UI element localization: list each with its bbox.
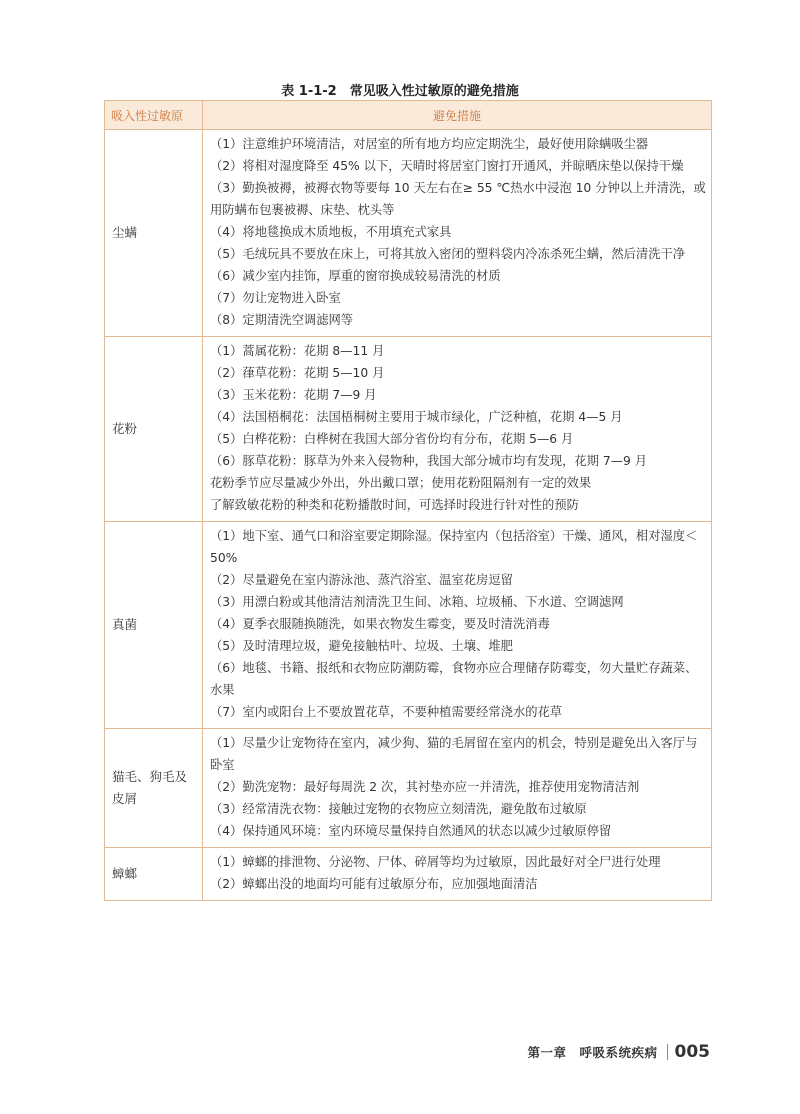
table-row (105, 848, 712, 901)
measure-item: （6）减少室内挂饰，厚重的窗帘换成较易清洗的材质 (210, 269, 501, 283)
measure-item: （3）玉米花粉：花期 7—9 月 (210, 388, 377, 402)
measure-item: （8）定期清洗空调滤网等 (210, 313, 354, 327)
table-row (105, 729, 712, 848)
allergen-cell: 蟑螂 (105, 848, 203, 901)
measure-item: （2）葎草花粉：花期 5—10 月 (210, 366, 385, 380)
measure-item: （3）用漂白粉或其他清洁剂清洗卫生间、冰箱、垃圾桶、下水道、空调滤网 (210, 595, 624, 609)
measure-item: （7）勿让宠物进入卧室 (210, 291, 341, 305)
table-header-row (105, 101, 712, 130)
table-caption: 表 1-1-2 常见吸入性过敏原的避免措施 (281, 84, 519, 99)
allergen-cell: 花粉 (105, 337, 203, 522)
measure-item: （4）夏季衣服随换随洗，如果衣物发生霉变，要及时清洗消毒 (210, 617, 550, 631)
measure-item: （4）法国梧桐花：法国梧桐树主要用于城市绿化，广泛种植，花期 4—5 月 (210, 410, 623, 424)
measure-item: （5）白桦花粉：白桦树在我国大部分省份均有分布，花期 5—6 月 (210, 432, 574, 446)
measure-item: 花粉季节应尽量减少外出，外出戴口罩；使用花粉阻隔剂有一定的效果 (210, 476, 592, 490)
measures-cell (203, 729, 712, 848)
measure-item: （4）将地毯换成木质地板，不用填充式家具 (210, 225, 452, 239)
measures-cell (203, 848, 712, 901)
allergen-cell: 真菌 (105, 522, 203, 729)
measure-item: （4）保持通风环境：室内环境尽量保持自然通风的状态以减少过敏原停留 (210, 824, 612, 838)
allergen-cell: 尘螨 (105, 130, 203, 337)
measure-item: （7）室内或阳台上不要放置花草，不要种植需要经常浇水的花草 (210, 705, 563, 719)
measure-item: 了解致敏花粉的种类和花粉播散时间，可选择时段进行针对性的预防 (210, 498, 579, 512)
measures-cell (203, 130, 712, 337)
allergen-cell: 猫毛、狗毛及皮屑 (105, 729, 203, 848)
measure-item: （2）将相对湿度降至 45% 以下，天晴时将居室门窗打开通风，并晾晒床垫以保持干燥 (210, 159, 684, 173)
measure-item: （1）蒿属花粉：花期 8—11 月 (210, 344, 385, 358)
measure-item: （6）豚草花粉：豚草为外来入侵物种，我国大部分城市均有发现，花期 7—9 月 (210, 454, 648, 468)
measure-item: （1）注意维护环境清洁，对居室的所有地方均应定期洗尘，最好使用除螨吸尘器 (210, 137, 649, 151)
page-footer (527, 1041, 710, 1063)
measure-item: （2）尽量避免在室内游泳池、蒸汽浴室、温室花房逗留 (210, 573, 513, 587)
table-row (105, 337, 712, 522)
table-row (105, 130, 712, 337)
measure-item: （1）尽量少让宠物待在室内，减少狗、猫的毛屑留在室内的机会，特别是避免出入客厅与卧室 (210, 736, 698, 772)
footer-divider (667, 1044, 668, 1060)
measure-item: （2）蟑螂出没的地面均可能有过敏原分布，应加强地面清洁 (210, 877, 538, 891)
measure-item: （6）地毯、书籍、报纸和衣物应防潮防霉，食物亦应合理储存防霉变，勿大量贮存蔬菜、水果 (210, 661, 698, 697)
allergen-table (104, 100, 712, 901)
measure-item: （3）经常清洗衣物：接触过宠物的衣物应立刻清洗，避免散布过敏原 (210, 802, 587, 816)
measures-cell (203, 337, 712, 522)
chapter-title: 第一章 呼吸系统疾病 (527, 1045, 658, 1060)
measure-item: （1）蟑螂的排泄物、分泌物、尸体、碎屑等均为过敏原，因此最好对全尸进行处理 (210, 855, 661, 869)
measure-item: （5）及时清理垃圾，避免接触枯叶、垃圾、土壤、堆肥 (210, 639, 513, 653)
measure-item: （5）毛绒玩具不要放在床上，可将其放入密闭的塑料袋内冷冻杀死尘螨，然后清洗干净 (210, 247, 686, 261)
measure-item: （2）勤洗宠物：最好每周洗 2 次，其衬垫亦应一并清洗，推荐使用宠物清洁剂 (210, 780, 640, 794)
measures-cell (203, 522, 712, 729)
page-number: 005 (674, 1042, 710, 1062)
header-allergen: 吸入性过敏原 (105, 101, 203, 130)
measure-item: （1）地下室、通气口和浴室要定期除湿。保持室内（包括浴室）干燥、通风，相对湿度＜ 50% (210, 529, 698, 565)
measure-item: （3）勤换被褥，被褥衣物等要每 10 天左右在≥ 55 ℃热水中浸泡 10 分钟以上并清洗，或用防螨布包裹被褥、床垫、枕头等 (210, 181, 706, 217)
table-row (105, 522, 712, 729)
header-measures: 避免措施 (203, 101, 712, 130)
